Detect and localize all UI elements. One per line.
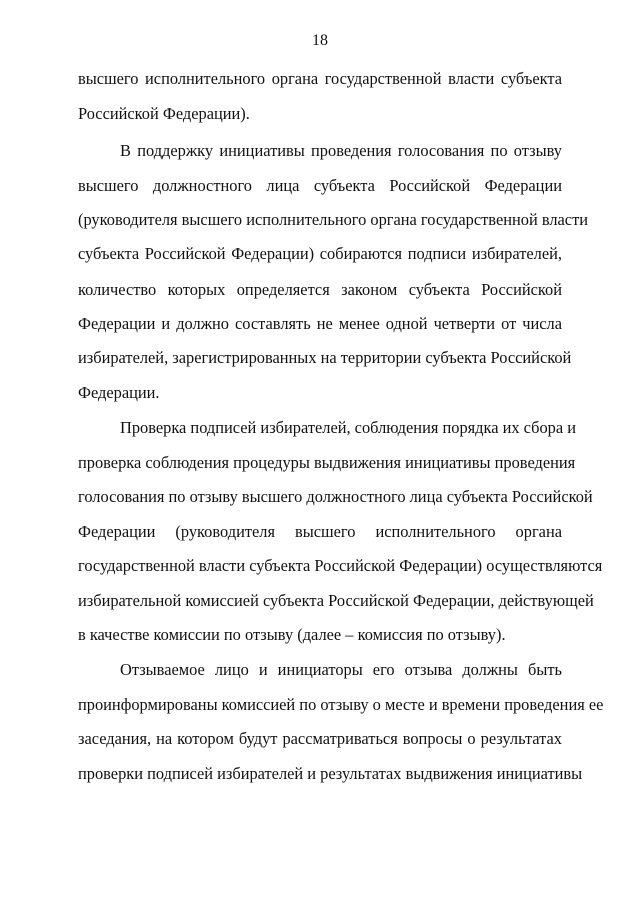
text-line: количество которых определяется законом субъекта Российской [78,280,562,299]
text-line: Проверка подписей избирателей, соблюдения порядка их сбора и [120,418,577,437]
text-line: Отзываемое лицо и инициаторы его отзыва должны быть [120,660,562,679]
page-number: 18 [312,32,328,49]
text-line: в качестве комиссии по отзыву (далее – комиссия по отзыву). [78,625,506,644]
text-line: голосования по отзыву высшего должностного лица субъекта Российской [78,487,593,506]
text-line: избирателей, зарегистрированных на территории субъекта Российской [78,348,572,367]
text-line: (руководителя высшего исполнительного органа государственной власти [78,210,589,229]
text-line: избирательной комиссией субъекта Российской Федерации, действующей [78,591,594,610]
text-line: Федерации и должно составлять не менее одной четверти от числа [78,314,562,333]
text-line: Федерации. [78,383,160,402]
text-line: заседания, на котором будут рассматриваться вопросы о результатах [78,729,562,748]
text-line: В поддержку инициативы проведения голосования по отзыву [120,141,562,160]
text-line: проинформированы комиссией по отзыву о месте и времени проведения ее [78,695,604,714]
text-line: субъекта Российской Федерации) собираются подписи избирателей, [78,244,562,263]
text-line: высшего исполнительного органа государственной власти субъекта [78,69,562,88]
text-line: государственной власти субъекта Российской Федерации) осуществляются [78,556,603,575]
text-line: проверка соблюдения процедуры выдвижения инициативы проведения [78,453,576,472]
text-line: Федерации (руководителя высшего исполнительного органа [78,522,562,541]
text-line: Российской Федерации). [78,104,250,123]
text-line: проверки подписей избирателей и результатах выдвижения инициативы [78,764,583,783]
text-line: высшего должностного лица субъекта Российской Федерации [78,176,562,195]
